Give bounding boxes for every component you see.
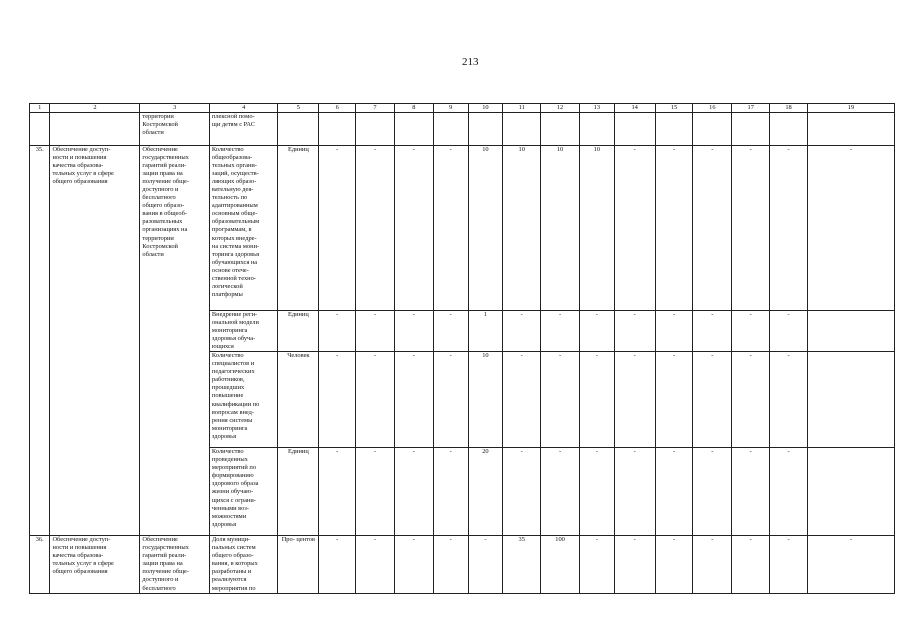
unit-cell: Человек <box>278 352 319 448</box>
value-cell: - <box>356 146 395 311</box>
value-cell: - <box>807 146 894 311</box>
indicator-table <box>29 103 895 594</box>
unit-cell <box>278 113 319 146</box>
goal-cell <box>50 113 140 146</box>
value-cell: - <box>732 536 770 593</box>
value-cell: 1 <box>468 311 503 352</box>
value-cell: - <box>655 311 693 352</box>
unit-cell: Единиц <box>278 448 319 536</box>
value-cell: - <box>319 146 356 311</box>
value-cell: - <box>770 352 808 448</box>
value-cell: - <box>732 311 770 352</box>
value-cell: - <box>732 352 770 448</box>
header-cell: 12 <box>541 104 580 113</box>
header-cell: 16 <box>693 104 732 113</box>
value-cell: - <box>433 311 468 352</box>
value-cell: 10 <box>503 146 541 311</box>
row-number: 36. <box>30 536 50 593</box>
value-cell: 35 <box>503 536 541 593</box>
value-cell <box>503 113 541 146</box>
value-cell: - <box>319 311 356 352</box>
value-cell <box>356 113 395 146</box>
row-number <box>30 113 50 146</box>
header-cell: 15 <box>655 104 693 113</box>
header-cell: 10 <box>468 104 503 113</box>
header-row <box>30 104 895 113</box>
indicator-cell: плексной помо- щи детям с РАС <box>209 113 278 146</box>
value-cell: - <box>770 311 808 352</box>
indicator-cell: Доля муници- пальных систем общего образо- вания, в которых разработаны и реализуются мероприятия по <box>209 536 278 593</box>
value-cell: - <box>770 536 808 593</box>
value-cell: - <box>770 146 808 311</box>
table-row <box>30 113 895 146</box>
value-cell: - <box>579 311 614 352</box>
value-cell: - <box>319 536 356 593</box>
header-cell: 13 <box>579 104 614 113</box>
value-cell: 10 <box>541 146 580 311</box>
value-cell: - <box>693 448 732 536</box>
task-cell: Обеспечение государственных гарантий реали- зации права на получение обще- доступного и бесплатного общего образо- вания в общеоб- разовательных организациях на территории Костромской области <box>140 146 210 536</box>
table-row <box>30 146 895 311</box>
header-cell: 19 <box>807 104 894 113</box>
value-cell: - <box>394 311 433 352</box>
value-cell: - <box>394 536 433 593</box>
indicator-cell: Внедрение реги- ональной модели мониторинга здоровья обуча- ющихся <box>209 311 278 352</box>
value-cell: - <box>433 536 468 593</box>
value-cell <box>319 113 356 146</box>
task-cell: Обеспечение государственных гарантий реали- зации права на получение обще- доступного и бесплатного <box>140 536 210 593</box>
header-cell: 6 <box>319 104 356 113</box>
value-cell <box>807 448 894 536</box>
value-cell: - <box>655 352 693 448</box>
value-cell: - <box>541 352 580 448</box>
unit-cell: Про- центов <box>278 536 319 593</box>
value-cell: - <box>433 352 468 448</box>
header-cell: 3 <box>140 104 210 113</box>
value-cell: - <box>503 448 541 536</box>
indicator-cell: Количество специалистов и педагогических работников, прошедших повышение квалификации по вопросам внед- рения системы мониторинга здоровья <box>209 352 278 448</box>
value-cell <box>579 113 614 146</box>
value-cell: - <box>614 536 655 593</box>
value-cell: - <box>356 311 395 352</box>
value-cell: - <box>655 448 693 536</box>
value-cell: - <box>541 311 580 352</box>
header-cell: 1 <box>30 104 50 113</box>
value-cell: - <box>614 448 655 536</box>
value-cell: - <box>614 146 655 311</box>
value-cell: - <box>579 448 614 536</box>
value-cell: - <box>394 448 433 536</box>
value-cell <box>807 311 894 352</box>
indicator-cell: Количество общеобразова- тельных органи- заций, осуществ- ляющих образо- вательную дея- тельность по адаптированным основным обще- образовательным программам, в которых внедре- на система мони- торинга здоровья обучающихся на основе отече- ственной техно- логической платформы <box>209 146 278 311</box>
goal-cell: Обеспечение доступ- ности и повышения качества образова- тельных услуг в сфере общего образования <box>50 146 140 536</box>
header-cell: 4 <box>209 104 278 113</box>
value-cell: - <box>770 448 808 536</box>
value-cell: - <box>732 448 770 536</box>
value-cell: - <box>579 352 614 448</box>
value-cell: - <box>541 448 580 536</box>
header-cell: 8 <box>394 104 433 113</box>
header-cell: 14 <box>614 104 655 113</box>
value-cell: - <box>356 352 395 448</box>
value-cell <box>693 113 732 146</box>
row-number: 35. <box>30 146 50 536</box>
value-cell <box>655 113 693 146</box>
value-cell: - <box>693 352 732 448</box>
header-cell: 7 <box>356 104 395 113</box>
indicator-cell: Количество проведенных мероприятий по формированию здорового образа жизни обучаю- щихся с ограни- ченными воз- можностями здоровья <box>209 448 278 536</box>
unit-cell: Единиц <box>278 146 319 311</box>
value-cell <box>614 113 655 146</box>
value-cell: - <box>319 352 356 448</box>
goal-cell: Обеспечение доступ- ности и повышения качества образова- тельных услуг в сфере общего образования <box>50 536 140 593</box>
value-cell: - <box>807 536 894 593</box>
value-cell: - <box>579 536 614 593</box>
value-cell: - <box>433 448 468 536</box>
value-cell <box>468 113 503 146</box>
header-cell: 11 <box>503 104 541 113</box>
header-cell: 18 <box>770 104 808 113</box>
value-cell: - <box>655 146 693 311</box>
value-cell: - <box>394 352 433 448</box>
value-cell: - <box>468 536 503 593</box>
value-cell <box>394 113 433 146</box>
value-cell: - <box>394 146 433 311</box>
value-cell: 10 <box>579 146 614 311</box>
value-cell <box>732 113 770 146</box>
value-cell: 100 <box>541 536 580 593</box>
value-cell <box>807 113 894 146</box>
value-cell: 10 <box>468 352 503 448</box>
value-cell: - <box>433 146 468 311</box>
value-cell: - <box>693 146 732 311</box>
value-cell: - <box>356 536 395 593</box>
value-cell: - <box>503 311 541 352</box>
task-cell: территории Костромской области <box>140 113 210 146</box>
header-cell: 17 <box>732 104 770 113</box>
value-cell: - <box>693 311 732 352</box>
value-cell: - <box>503 352 541 448</box>
value-cell <box>770 113 808 146</box>
value-cell: - <box>356 448 395 536</box>
header-cell: 9 <box>433 104 468 113</box>
value-cell: - <box>655 536 693 593</box>
value-cell <box>807 352 894 448</box>
value-cell: - <box>693 536 732 593</box>
value-cell <box>433 113 468 146</box>
value-cell: - <box>732 146 770 311</box>
page-number: 213 <box>462 56 479 68</box>
value-cell: 10 <box>468 146 503 311</box>
value-cell: - <box>319 448 356 536</box>
unit-cell: Единиц <box>278 311 319 352</box>
table-row <box>30 536 895 593</box>
value-cell: - <box>614 352 655 448</box>
value-cell <box>541 113 580 146</box>
value-cell: - <box>614 311 655 352</box>
header-cell: 2 <box>50 104 140 113</box>
value-cell: 20 <box>468 448 503 536</box>
header-cell: 5 <box>278 104 319 113</box>
